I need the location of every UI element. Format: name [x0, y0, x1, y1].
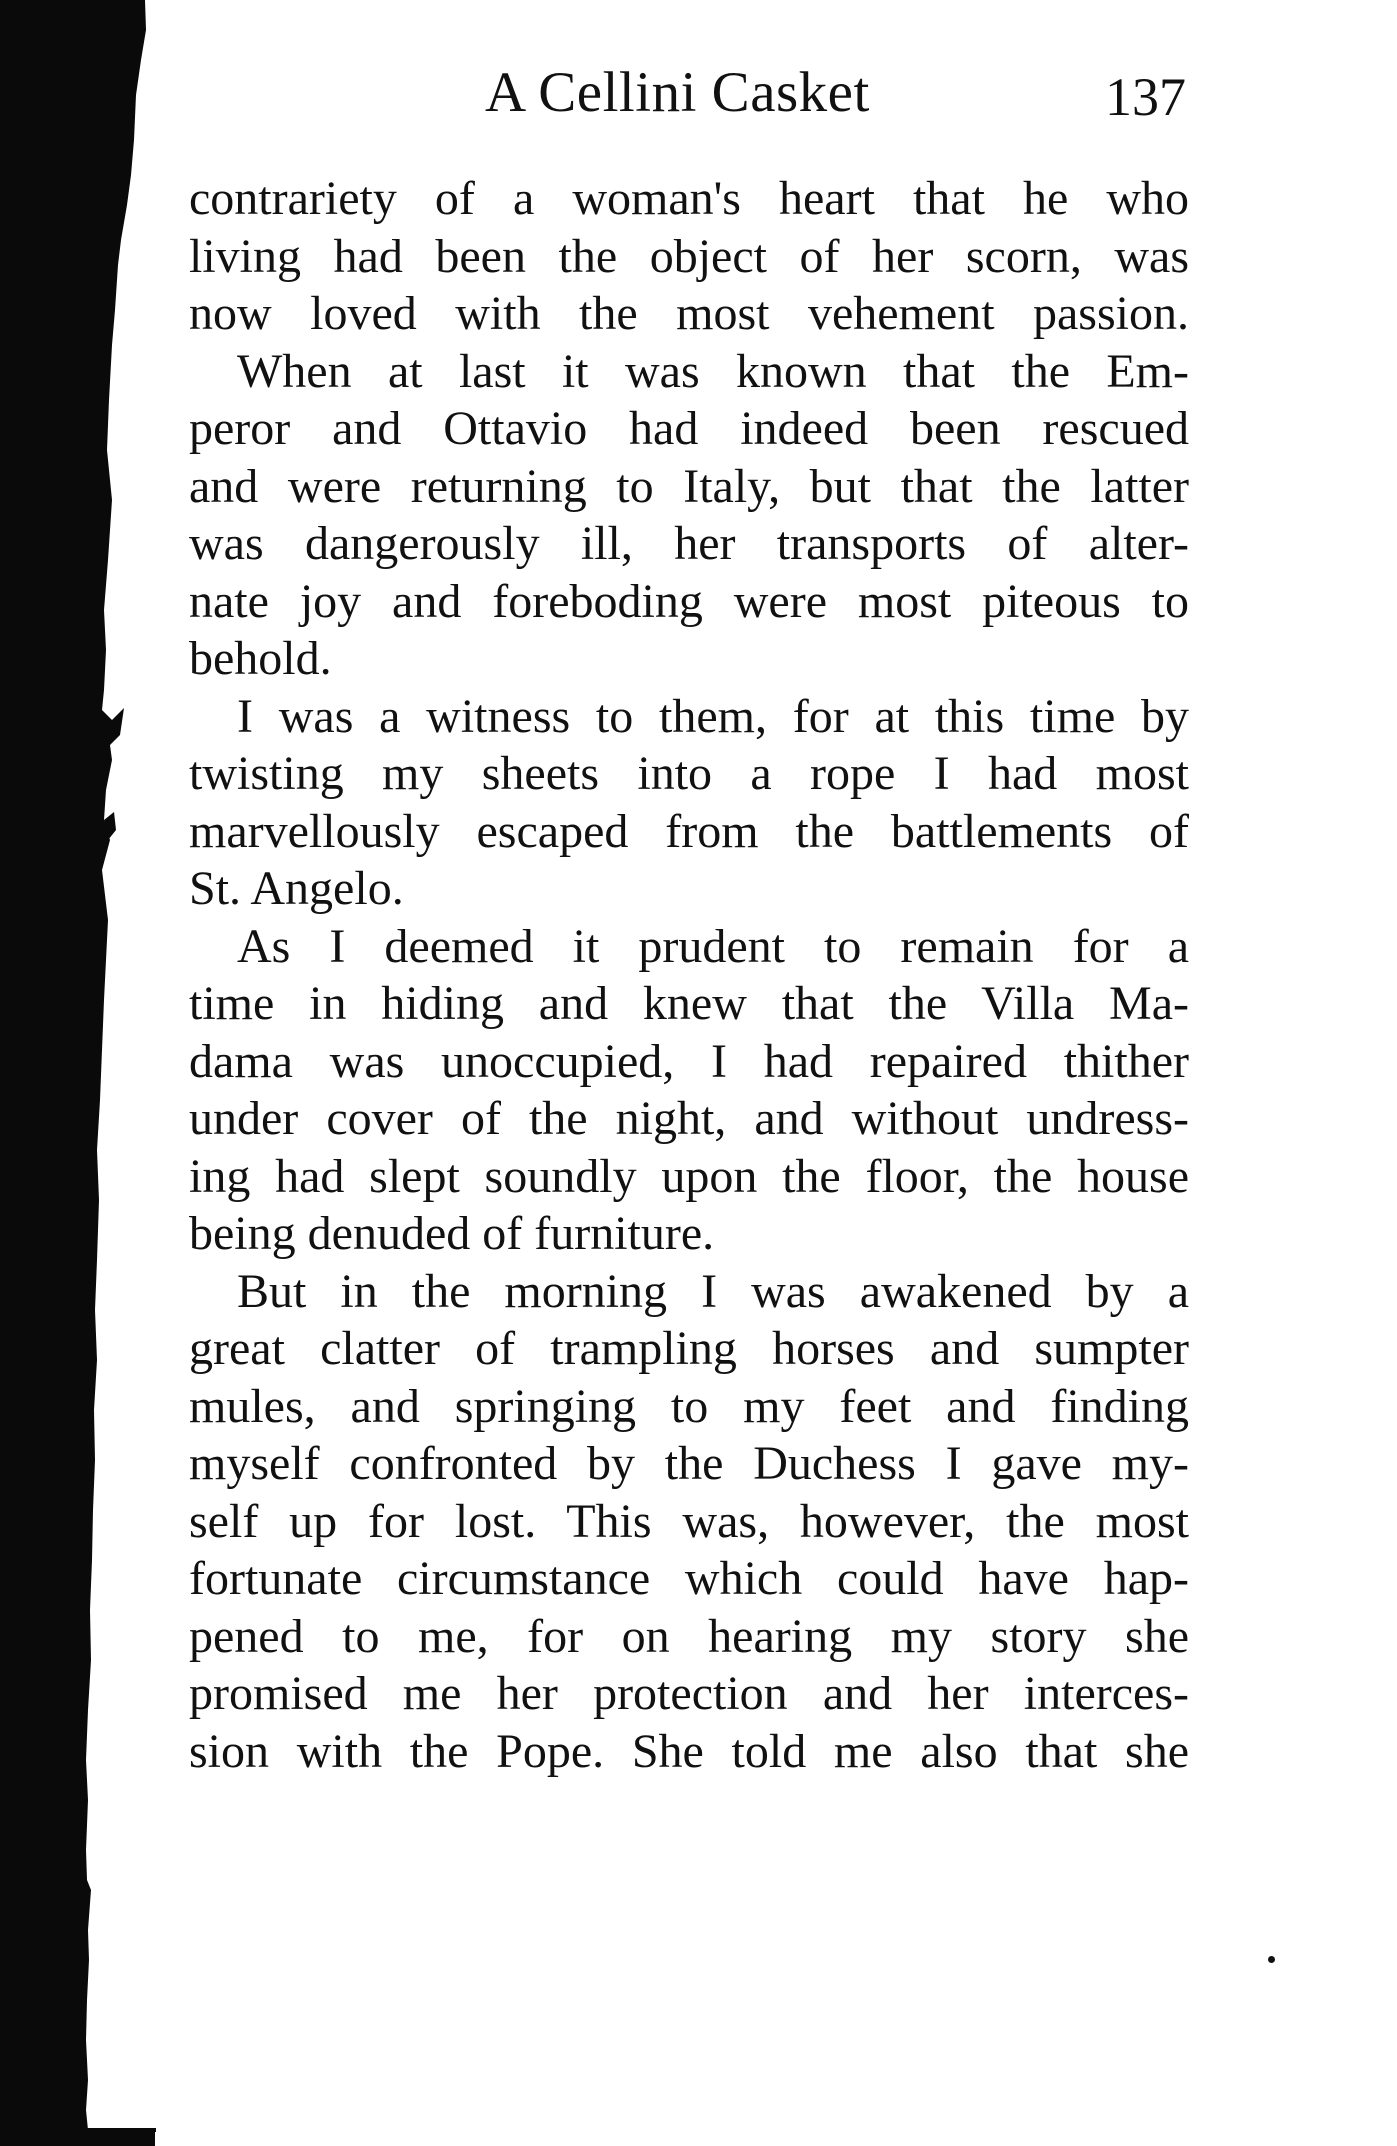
text-line: time in hiding and knew that the Villa Ma- — [189, 977, 1189, 1030]
text-line: pened to me, for on hearing my story she — [189, 1609, 1189, 1663]
text-line: ing had slept soundly upon the floor, the house — [189, 1149, 1189, 1203]
text-line: under cover of the night, and without undress- — [189, 1092, 1189, 1145]
text-line: fortunate circumstance which could have hap- — [189, 1552, 1189, 1605]
page-number: 137 — [1105, 67, 1186, 127]
text-line: living had been the object of her scorn, was — [189, 229, 1189, 283]
ink-speck — [1268, 1956, 1275, 1963]
paragraph-first-line: I was a witness to them, for at this time by — [237, 689, 1189, 743]
paragraph-first-line: As I deemed it prudent to remain for a — [237, 919, 1189, 973]
text-line: peror and Ottavio had indeed been rescued — [189, 402, 1189, 455]
text-line: self up for lost. This was, however, the most — [189, 1494, 1189, 1548]
text-line: dama was unoccupied, I had repaired thither — [189, 1034, 1189, 1088]
text-line: mules, and springing to my feet and finding — [189, 1379, 1189, 1433]
text-line: marvellously escaped from the battlements of — [189, 804, 1189, 858]
paragraph-last-line: behold. — [189, 632, 332, 685]
paragraph-last-line: St. Angelo. — [189, 862, 404, 915]
running-header — [0, 58, 1397, 128]
text-line: twisting my sheets into a rope I had most — [189, 747, 1189, 800]
paragraph-last-line: being denuded of furniture. — [189, 1207, 715, 1260]
text-line: sion with the Pope. She told me also that she — [189, 1724, 1189, 1778]
text-line: myself confronted by the Duchess I gave my- — [189, 1437, 1189, 1490]
body-text — [189, 170, 1189, 1780]
text-line: now loved with the most vehement passion. — [189, 287, 1189, 340]
text-line: nate joy and foreboding were most piteous to — [189, 574, 1189, 628]
text-line: and were returning to Italy, but that the latter — [189, 459, 1189, 513]
paragraph-first-line: But in the morning I was awakened by a — [237, 1264, 1189, 1318]
running-title: A Cellini Casket — [485, 61, 870, 124]
text-line: great clatter of trampling horses and sumpter — [189, 1322, 1189, 1375]
text-line: was dangerously ill, her transports of alter- — [189, 517, 1189, 570]
text-line: contrariety of a woman's heart that he who — [189, 172, 1189, 225]
paragraph-first-line: When at last it was known that the Em- — [237, 344, 1189, 398]
text-line: promised me her protection and her interces- — [189, 1667, 1189, 1720]
